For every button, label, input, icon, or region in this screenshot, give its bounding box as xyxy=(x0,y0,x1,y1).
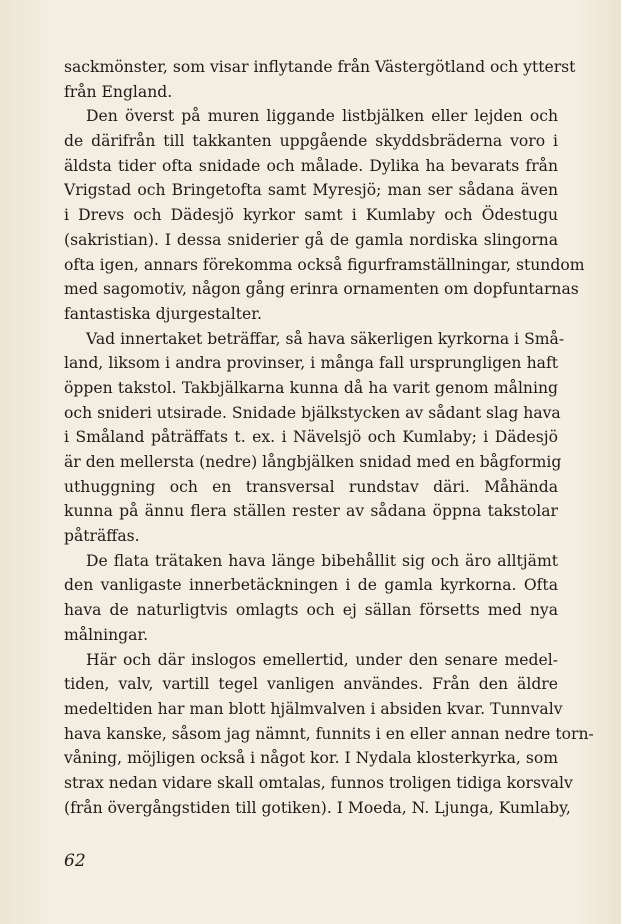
text-line: är den mellersta (nedre) långbjälken snidad med en bågformig xyxy=(64,453,562,471)
page-number: 62 xyxy=(64,851,86,871)
text-line: kunna på ännu flera ställen rester av sådana öppna takstolar xyxy=(64,502,558,521)
text-line: med sagomotiv, någon gång erinra ornamenten om dopfuntarnas xyxy=(64,280,579,299)
text-line: Vad innertaket beträffar, så hava säkerligen kyrkorna i Små- xyxy=(86,329,565,348)
text-line: hava kanske, såsom jag nämnt, funnits i en eller annan nedre torn- xyxy=(64,724,594,743)
text-line: fantastiska djurgestalter. xyxy=(64,304,262,323)
text-line: och snideri utsirade. Snidade bjälkstycken av sådant slag hava xyxy=(64,403,561,422)
text-line: den vanligaste innerbetäckningen i de gamla kyrkorna. Ofta xyxy=(64,576,558,595)
text-line: hava de naturligtvis omlagts och ej sällan försetts med nya xyxy=(64,601,558,620)
text-line: medeltiden har man blott hjälmvalven i absiden kvar. Tunnvalv xyxy=(64,699,563,718)
text-line: i Småland påträffats t. ex. i Nävelsjö och Kumlaby; i Dädesjö xyxy=(64,428,558,447)
text-line: våning, möjligen också i något kor. I Nydala klosterkyrka, som xyxy=(64,749,558,768)
text-line: de därifrån till takkanten uppgående skyddsbräderna voro i xyxy=(64,132,558,151)
text-line: tiden, valv, vartill tegel vanligen användes. Från den äldre xyxy=(64,675,558,694)
text-line: strax nedan vidare skall omtalas, funnos troligen tidiga korsvalv xyxy=(64,773,573,792)
text-line: (sakristian). I dessa sniderier gå de gamla nordiska slingorna xyxy=(64,230,558,249)
text-line: från England. xyxy=(64,82,173,101)
text-line: öppen takstol. Takbjälkarna kunna då ha varit genom målning xyxy=(64,378,558,397)
text-line: De flata trätaken hava länge bibehållit sig och äro alltjämt xyxy=(86,551,558,570)
text-line: Vrigstad och Bringetofta samt Myresjö; man ser sådana även xyxy=(64,181,558,200)
text-line: land, liksom i andra provinser, i många fall ursprungligen haft xyxy=(64,354,558,373)
body-text xyxy=(64,55,594,820)
text-line: (från övergångstiden till gotiken). I Moeda, N. Ljunga, Kumlaby, xyxy=(64,798,571,817)
text-line: Här och där inslogos emellertid, under den senare medel- xyxy=(86,650,558,669)
text-line: påträffas. xyxy=(64,527,140,546)
text-line: målningar. xyxy=(64,625,149,644)
text-line: äldsta tider ofta snidade och målade. Dylika ha bevarats från xyxy=(64,156,558,175)
text-line: i Drevs och Dädesjö kyrkor samt i Kumlaby och Ödestugu xyxy=(64,206,558,225)
text-line: Den överst på muren liggande listbjälken eller lejden och xyxy=(86,107,558,126)
text-line: ofta igen, annars förekomma också figurframställningar, stundom xyxy=(64,255,585,274)
text-line: sackmönster, som visar inflytande från Västergötland och ytterst xyxy=(64,58,576,76)
text-line: uthuggning och en transversal rundstav däri. Måhända xyxy=(64,477,558,496)
